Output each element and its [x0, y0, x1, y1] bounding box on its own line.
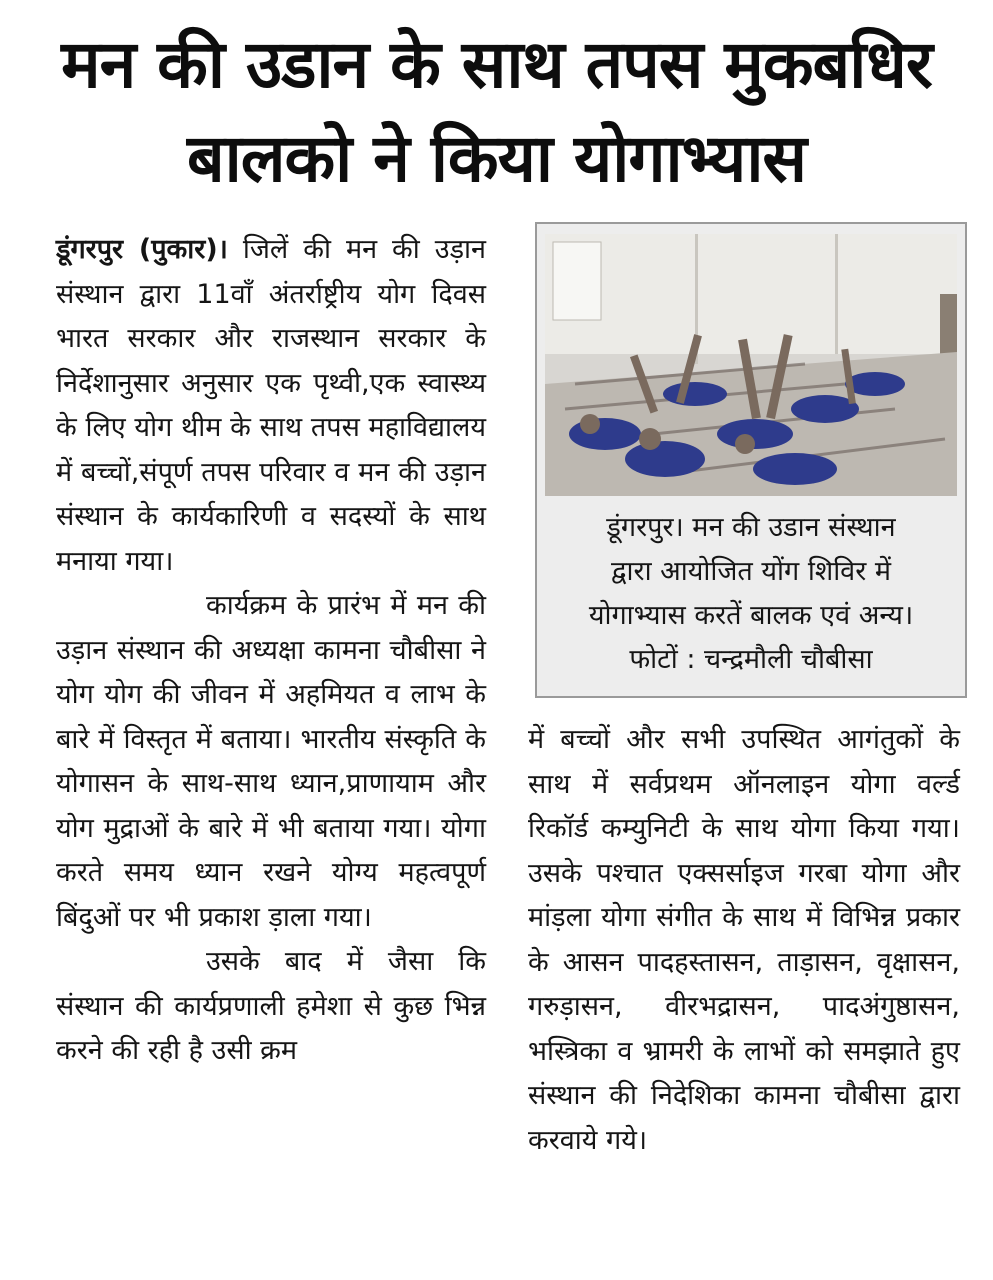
article-paragraph-3: उसके बाद में जैसा कि संस्थान की कार्यप्रणाली हमेशा से कुछ भिन्न करने की रही है उसी क्रम	[56, 946, 486, 1066]
headline	[20, 18, 973, 206]
headline-line-2: बालको ने किया योगाभ्यास	[186, 120, 807, 197]
article-right-column	[528, 718, 960, 1163]
article-paragraph-1	[56, 228, 486, 584]
yoga-photo	[545, 234, 957, 496]
photo-caption	[545, 506, 957, 682]
paragraph-1-text: जिलें की मन की उड़ान संस्थान द्वारा 11वाँ अंतर्राष्ट्रीय योग दिवस भारत सरकार और राजस्थान सरकार के निर्देशानुसार अनुसार एक पृथ्वी,एक स्वास्थ्य के लिए योग थीम के साथ तपस महाविद्यालय में बच्चों,संपूर्ण तपस परिवार व मन की उड़ान संस्थान के कार्यकारिणी व सदस्यों के साथ मनाया गया।	[56, 234, 486, 577]
article-paragraph-4: में बच्चों और सभी उपस्थित आगंतुकों के साथ में सर्वप्रथम ऑनलाइन योगा वर्ल्ड रिकॉर्ड कम्युनिटी के साथ योगा किया गया। उसके पश्चात एक्सर्साइज गरबा योगा और मांड़ला योगा संगीत के साथ में विभिन्न प्रकार के आसन पादहस्तासन, ताड़ासन, वृक्षासन, गरुड़ासन, वीरभद्रासन, पादअंगुष्ठासन, भस्त्रिका व भ्रामरी के लाभों को समझाते हुए संस्थान की निदेशिका कामना चौबीसा द्वारा करवाये गये।	[528, 724, 960, 1156]
caption-line-4: फोटों : चन्द्रमौली चौबीसा	[629, 644, 873, 675]
yoga-photo-illustration	[545, 234, 957, 496]
caption-line-2: द्वारा आयोजित योंग शिविर में	[611, 556, 891, 587]
article-paragraph-2: कार्यक्रम के प्रारंभ में मन की उड़ान संस्थान की अध्यक्षा कामना चौबीसा ने योग योग की जीवन में अहमियत व लाभ के बारे में विस्तृत में बताया। भारतीय संस्कृति के योगासन के साथ-साथ ध्यान,प्राणायाम और योग मुद्राओं के बारे में भी बताया गया। योगा करते समय ध्यान रखने योग्य महत्वपूर्ण बिंदुओं पर भी प्रकाश ड़ाला गया।	[56, 590, 486, 933]
dateline: डूंगरपुर (पुकार)।	[56, 234, 228, 265]
headline-line-1: मन की उडान के साथ तपस मुकबधिर	[61, 26, 932, 103]
article-left-column	[56, 228, 486, 1074]
caption-line-1: डूंगरपुर। मन की उडान संस्थान	[606, 512, 896, 543]
caption-line-3: योगाभ्यास करतें बालक एवं अन्य।	[588, 600, 914, 631]
photo-box	[535, 222, 967, 698]
